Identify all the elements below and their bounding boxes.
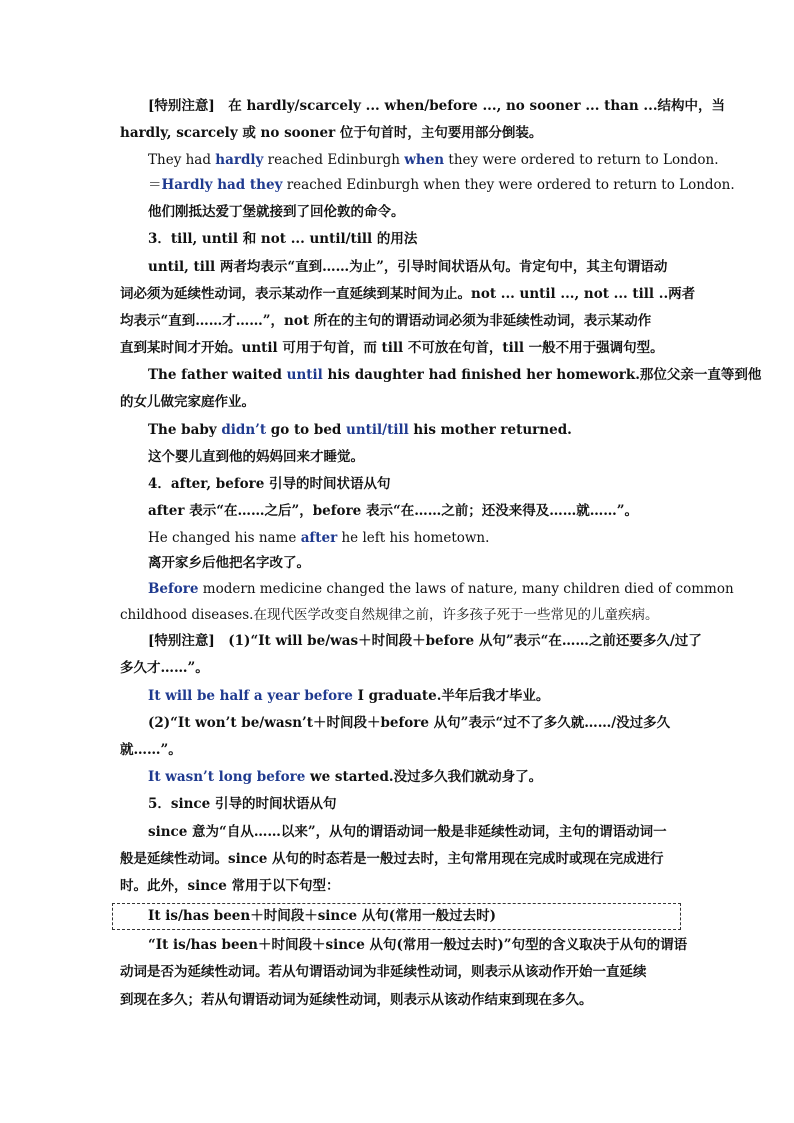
pattern-explanation-3: 到现在多久；若从句谓语动词为延续性动词，则表示从该动作结束到现在多久。 [120, 992, 593, 1008]
example-hardly-translation: 他们刚抵达爱丁堡就接到了回伦敦的命令。 [148, 204, 405, 220]
example-until-till-translation: 这个婴儿直到他的妈妈回来才睡觉。 [148, 449, 364, 465]
example-hardly-inverted: ＝Hardly had they reached Edinburgh when they were ordered to return to London. [148, 177, 735, 193]
pattern-explanation-1: “It is/has been＋时间段＋since 从句(常用一般过去时)”句型的含义取决于从句的谓语 [148, 937, 688, 953]
example-not-long: It wasn’t long before we started.没过多久我们就动身了。 [148, 769, 543, 785]
special-note-2-item-2: (2)“It won’t be/wasn’t＋时间段＋before 从句”表示“过不了多久就……/没过多久 [148, 715, 671, 731]
section-4-heading: 4．after, before 引导的时间状语从句 [148, 476, 391, 492]
example-until-till: The baby didn’t go to bed until/till his mother returned. [148, 422, 572, 438]
special-note-1: [特别注意] 在 hardly/scarcely ... when/before ..., no sooner ... than ...结构中，当 [148, 98, 726, 114]
special-note-1-cont: hardly, scarcely 或 no sooner 位于句首时，主句要用部分倒装。 [120, 125, 543, 141]
example-hardly: They had hardly reached Edinburgh when they were ordered to return to London. [148, 152, 719, 168]
section-3-para-2: 词必须为延续性动词，表示某动作一直延续到某时间为止。not ... until ..., not ... till ..两者 [120, 286, 696, 302]
example-after: He changed his name after he left his hometown. [148, 530, 490, 546]
section-5-heading: 5．since 引导的时间状语从句 [148, 796, 337, 812]
example-until-cont: 的女儿做完家庭作业。 [120, 394, 255, 410]
example-after-translation: 离开家乡后他把名字改了。 [148, 555, 310, 571]
section-4-para: after 表示“在……之后”，before 表示“在……之前；还没来得及……就……”。 [148, 503, 638, 519]
special-note-2-cont: 多久才……”。 [120, 660, 209, 676]
section-3-heading: 3．till, until 和 not ... until/till 的用法 [148, 231, 418, 247]
pattern-explanation-2: 动词是否为延续性动词。若从句谓语动词为非延续性动词，则表示从该动作开始一直延续 [120, 964, 647, 980]
section-5-para-3: 时。此外，since 常用于以下句型： [120, 878, 340, 894]
section-5-para-2: 般是延续性动词。since 从句的时态若是一般过去时，主句常用现在完成时或现在完成进行 [120, 851, 664, 867]
example-half-year: It will be half a year before I graduate.半年后我才毕业。 [148, 688, 550, 704]
special-note-2: [特别注意] (1)“It will be/was＋时间段＋before 从句”表示“在……之前还要多久/过了 [148, 633, 702, 649]
section-3-para-1: until, till 两者均表示“直到……为止”，引导时间状语从句。肯定句中，其主句谓语动 [148, 259, 668, 275]
special-note-2-item-2-cont: 就……”。 [120, 742, 182, 758]
example-before: Before modern medicine changed the laws of nature, many children died of common [148, 581, 734, 597]
section-5-para-1: since 意为“自从……以来”，从句的谓语动词一般是非延续性动词，主句的谓语动词一 [148, 824, 667, 840]
sentence-pattern: It is/has been＋时间段＋since 从句(常用一般过去时) [148, 908, 497, 924]
section-3-para-4: 直到某时间才开始。until 可用于句首，而 till 不可放在句首，till 一般不用于强调句型。 [120, 340, 664, 356]
example-before-cont: childhood diseases.在现代医学改变自然规律之前，许多孩子死于一些常见的儿童疾病。 [120, 607, 659, 623]
example-until: The father waited until his daughter had finished her homework.那位父亲一直等到他 [148, 367, 762, 383]
section-3-para-3: 均表示“直到……才……”，not 所在的主句的谓语动词必须为非延续性动词，表示某动作 [120, 313, 652, 329]
